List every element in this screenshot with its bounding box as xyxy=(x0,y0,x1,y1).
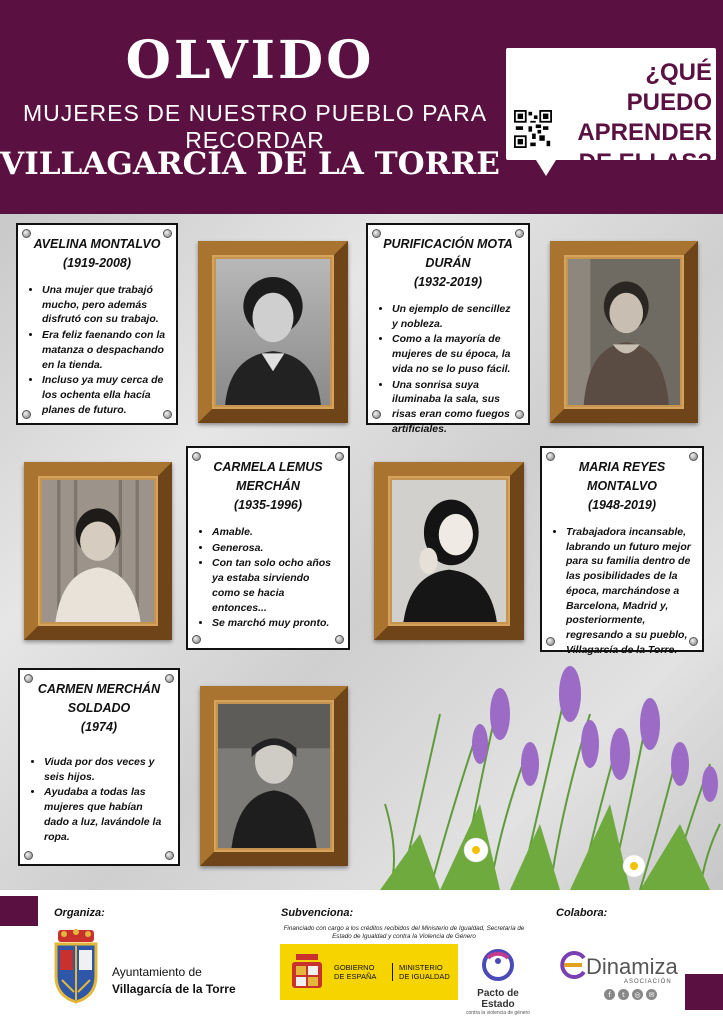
pin-icon xyxy=(515,229,524,238)
financing-note: Financiado con cargo a los créditos recibidos del Ministerio de Igualdad, Secretaría de Estado de Igualdad y contra la Violencia de Género xyxy=(283,925,525,940)
pin-icon xyxy=(192,635,201,644)
fact-list xyxy=(28,283,166,417)
gobierno-logo: GOBIERNO DE ESPAÑA MINISTERIO DE IGUALDAD xyxy=(280,944,458,1000)
portrait-frame-carmen xyxy=(200,686,348,866)
portrait-frame-carmela xyxy=(24,462,172,640)
pin-icon xyxy=(165,674,174,683)
bubble-question: ¿QUÉ PUEDO APRENDER DE ELLAS? xyxy=(577,59,712,176)
social-icons xyxy=(604,989,657,1000)
fact-list xyxy=(378,302,518,436)
fact-list xyxy=(552,525,692,657)
pin-icon xyxy=(546,637,555,646)
subvenciona-label: Subvenciona: xyxy=(281,907,354,919)
bio-card-avelina xyxy=(16,223,178,425)
portrait-photo xyxy=(216,259,330,405)
woman-name: AVELINA MONTALVO xyxy=(33,237,161,251)
pin-icon xyxy=(163,410,172,419)
pin-icon xyxy=(24,674,33,683)
fact-item: • Era feliz faenando con la matanza o despachando en la tienda. xyxy=(42,328,166,372)
portrait-photo xyxy=(218,704,330,848)
lavender-flowers-illustration xyxy=(380,654,723,890)
woman-years: (1974) xyxy=(80,720,118,734)
woman-name: PURIFICACIÓN MOTA DURÁN xyxy=(383,237,513,270)
speech-bubble xyxy=(506,48,716,176)
fact-item: • Como a la mayoría de mujeres de su época, la vida no se lo puso fácil. xyxy=(392,332,518,376)
twitter-icon[interactable]: t xyxy=(618,989,629,1000)
poster-subtitle: MUJERES DE NUESTRO PUEBLO PARA RECORDAR xyxy=(22,100,488,153)
portrait-photo xyxy=(42,480,154,622)
footer-accent-tab xyxy=(685,974,723,1010)
woman-name: MARIA REYES MONTALVO xyxy=(578,460,666,493)
pin-icon xyxy=(22,229,31,238)
fact-item: • Generosa. xyxy=(212,541,338,556)
woman-years: (1948-2019) xyxy=(587,498,657,512)
fact-item: • Incluso ya muy cerca de los ochenta ella hacía planes de futuro. xyxy=(42,373,166,417)
pin-icon xyxy=(689,637,698,646)
poster-title: OLVIDO xyxy=(125,30,375,91)
pacto-circle-icon xyxy=(478,948,518,982)
bio-card-purificacion xyxy=(366,223,530,435)
pin-icon xyxy=(335,452,344,461)
fact-list xyxy=(198,525,338,631)
coat-of-arms-icon xyxy=(50,926,102,1006)
fact-item: • Una mujer que trabajó mucho, pero además disfrutó con su trabajo. xyxy=(42,283,166,327)
woman-years: (1919-2008) xyxy=(62,256,132,270)
footer-sponsors: Organiza: Subvenciona: Colabora: Ayuntamiento de Villagarcía de la Torre Financiado con cargo a los créditos recibidos del Ministerio de Igualdad, Secretaría de Estado de Igualdad y contra la Violencia de Género GOBIERNO DE ESPAÑA MINISTERIO DE IGUALDAD Pacto de Estado contra la violencia de género Dinamiza ASOCIACIÓN f t ◎ ✉ xyxy=(0,890,723,1023)
facebook-icon[interactable]: f xyxy=(604,989,615,1000)
portrait-frame-maria-reyes xyxy=(374,462,524,640)
spain-crest-icon xyxy=(288,952,326,992)
email-icon[interactable]: ✉ xyxy=(646,989,657,1000)
portrait-photo xyxy=(392,480,506,622)
town-name: VILLAGARCÍA DE LA TORRE xyxy=(0,146,500,182)
organiza-label: Organiza: xyxy=(54,907,105,919)
fact-item: • Ayudaba a todas las mujeres que habían dado a luz, lavándole la ropa. xyxy=(44,785,168,844)
fact-item: • Se marchó muy pronto. xyxy=(212,616,338,631)
pin-icon xyxy=(22,410,31,419)
pin-icon xyxy=(372,229,381,238)
pin-icon xyxy=(689,452,698,461)
instagram-icon[interactable]: ◎ xyxy=(632,989,643,1000)
fact-item: • Una sonrisa suya iluminaba la sala, sus risas eran como fuegos artificiales. xyxy=(392,378,518,437)
pin-icon xyxy=(163,229,172,238)
qr-code-icon[interactable] xyxy=(514,110,552,148)
ayuntamiento-name: Ayuntamiento de Villagarcía de la Torre xyxy=(112,965,236,996)
dinamiza-e-icon xyxy=(558,950,588,980)
bio-card-carmela xyxy=(186,446,350,650)
pin-icon xyxy=(165,851,174,860)
footer-accent-tab xyxy=(0,896,38,926)
pacto-de-estado-logo: Pacto de Estado contra la violencia de género xyxy=(462,948,534,1016)
pin-icon xyxy=(372,410,381,419)
portrait-frame-purificacion xyxy=(550,241,698,423)
portrait-wall xyxy=(0,214,723,890)
woman-years: (1935-1996) xyxy=(233,498,303,512)
fact-item: • Trabajadora incansable, labrando un futuro mejor para su familia dentro de las posibilidades de la época, marchándose a Barcelona, Madrid y, posteriormente, regresando a su pueblo, Villagarcía de la Torre. xyxy=(566,525,692,657)
fact-item: • Un ejemplo de sencillez y nobleza. xyxy=(392,302,518,331)
woman-years: (1932-2019) xyxy=(413,275,483,289)
woman-name: CARMEN MERCHÁN SOLDADO xyxy=(37,682,161,715)
fact-list xyxy=(30,755,168,844)
pin-icon xyxy=(192,452,201,461)
pin-icon xyxy=(24,851,33,860)
pin-icon xyxy=(546,452,555,461)
woman-name: CARMELA LEMUS MERCHÁN xyxy=(213,460,323,493)
colabora-label: Colabora: xyxy=(556,907,608,919)
portrait-frame-avelina xyxy=(198,241,348,423)
portrait-photo xyxy=(568,259,680,405)
bio-card-carmen xyxy=(18,668,180,866)
header-banner xyxy=(0,0,723,214)
bio-card-maria-reyes xyxy=(540,446,704,656)
pin-icon xyxy=(515,410,524,419)
fact-item: • Viuda por dos veces y seis hijos. xyxy=(44,755,168,784)
fact-item: • Con tan solo ocho años ya estaba sirviendo como se hacia entonces... xyxy=(212,556,338,615)
pin-icon xyxy=(335,635,344,644)
fact-item: • Amable. xyxy=(212,525,338,540)
